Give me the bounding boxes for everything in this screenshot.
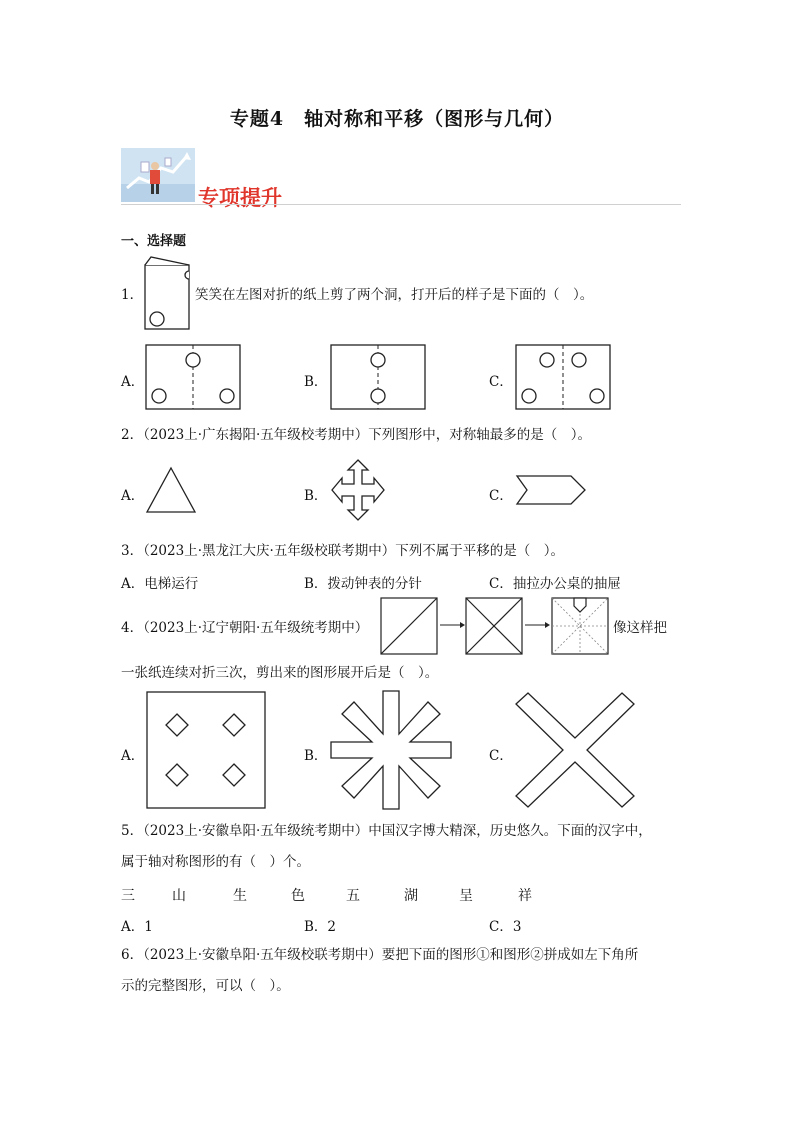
question-2-text: 2．（2023上·广东揭阳·五年级校考期中）下列图形中，对称轴最多的是（ ）。 xyxy=(121,427,592,443)
banner-illustration xyxy=(121,148,195,202)
question-1-number: 1． xyxy=(121,287,144,303)
q5-character: 五 xyxy=(346,888,360,904)
q3-option-a[interactable]: A．电梯运行 xyxy=(121,576,199,592)
q2-option-a-label: A． xyxy=(121,488,145,504)
page-title: 专题4 轴对称和平移（图形与几何） xyxy=(229,108,565,130)
q4-option-c-label: C． xyxy=(489,748,513,764)
q5-character: 湖 xyxy=(404,888,418,904)
q4-folding-steps-figure xyxy=(380,597,612,657)
q2-option-c-label: C． xyxy=(489,488,513,504)
q4-option-c-x-figure[interactable] xyxy=(515,692,635,808)
question-4-text-tail: 像这样把 xyxy=(613,620,667,636)
q5-option-c[interactable]: C．3 xyxy=(489,919,522,935)
q1-folded-paper-figure xyxy=(143,255,193,333)
q5-character: 山 xyxy=(172,888,186,904)
q5-character: 祥 xyxy=(518,888,532,904)
q1-option-a-figure[interactable] xyxy=(145,344,241,410)
q4-option-a-label: A． xyxy=(121,748,145,764)
q1-option-a-label: A． xyxy=(121,374,145,390)
question-4-text: 4．（2023上·辽宁朝阳·五年级统考期中） xyxy=(121,620,369,636)
question-1-text: 笑笑在左图对折的纸上剪了两个洞，打开后的样子是下面的（ ）。 xyxy=(195,287,594,303)
section-title: 一、选择题 xyxy=(121,234,187,249)
q4-option-b-label: B． xyxy=(304,748,328,764)
q2-option-b-label: B． xyxy=(304,488,328,504)
q2-option-b-cross-arrows-figure[interactable] xyxy=(330,458,386,522)
q1-option-c-label: C． xyxy=(489,374,513,390)
q2-option-c-chevron-figure[interactable] xyxy=(515,474,587,506)
q3-option-b[interactable]: B．拨动钟表的分针 xyxy=(304,576,422,592)
question-5-text: 5．（2023上·安徽阜阳·五年级统考期中）中国汉字博大精深，历史悠久。下面的汉字中， xyxy=(121,823,652,839)
question-6-text: 6．（2023上·安徽阜阳·五年级校联考期中）要把下面的图形①和图形②拼成如左下角所 xyxy=(121,947,639,963)
q5-option-a[interactable]: A．1 xyxy=(121,919,153,935)
question-4-text-line2: 一张纸连续对折三次，剪出来的图形展开后是（ ）。 xyxy=(121,665,439,681)
question-6-text-line2: 示的完整图形，可以（ ）。 xyxy=(121,978,290,994)
q2-option-a-triangle-figure[interactable] xyxy=(145,466,197,514)
question-3-text: 3．（2023上·黑龙江大庆·五年级校联考期中）下列不属于平移的是（ ）。 xyxy=(121,543,565,559)
q1-option-b-label: B． xyxy=(304,374,328,390)
q5-character: 色 xyxy=(291,888,305,904)
q5-character: 三 xyxy=(121,888,135,904)
q1-option-b-figure[interactable] xyxy=(330,344,426,410)
q5-character: 生 xyxy=(233,888,247,904)
q4-option-a-figure[interactable] xyxy=(146,691,266,809)
q5-option-b[interactable]: B．2 xyxy=(304,919,337,935)
q3-option-c[interactable]: C．抽拉办公桌的抽屉 xyxy=(489,576,621,592)
q4-option-b-asterisk-figure[interactable] xyxy=(330,690,452,810)
banner-divider xyxy=(121,204,681,205)
question-5-text-line2: 属于轴对称图形的有（ ）个。 xyxy=(121,854,310,870)
section-banner-label: 专项提升 xyxy=(198,185,282,210)
q1-option-c-figure[interactable] xyxy=(515,344,611,410)
q5-character: 呈 xyxy=(459,888,473,904)
